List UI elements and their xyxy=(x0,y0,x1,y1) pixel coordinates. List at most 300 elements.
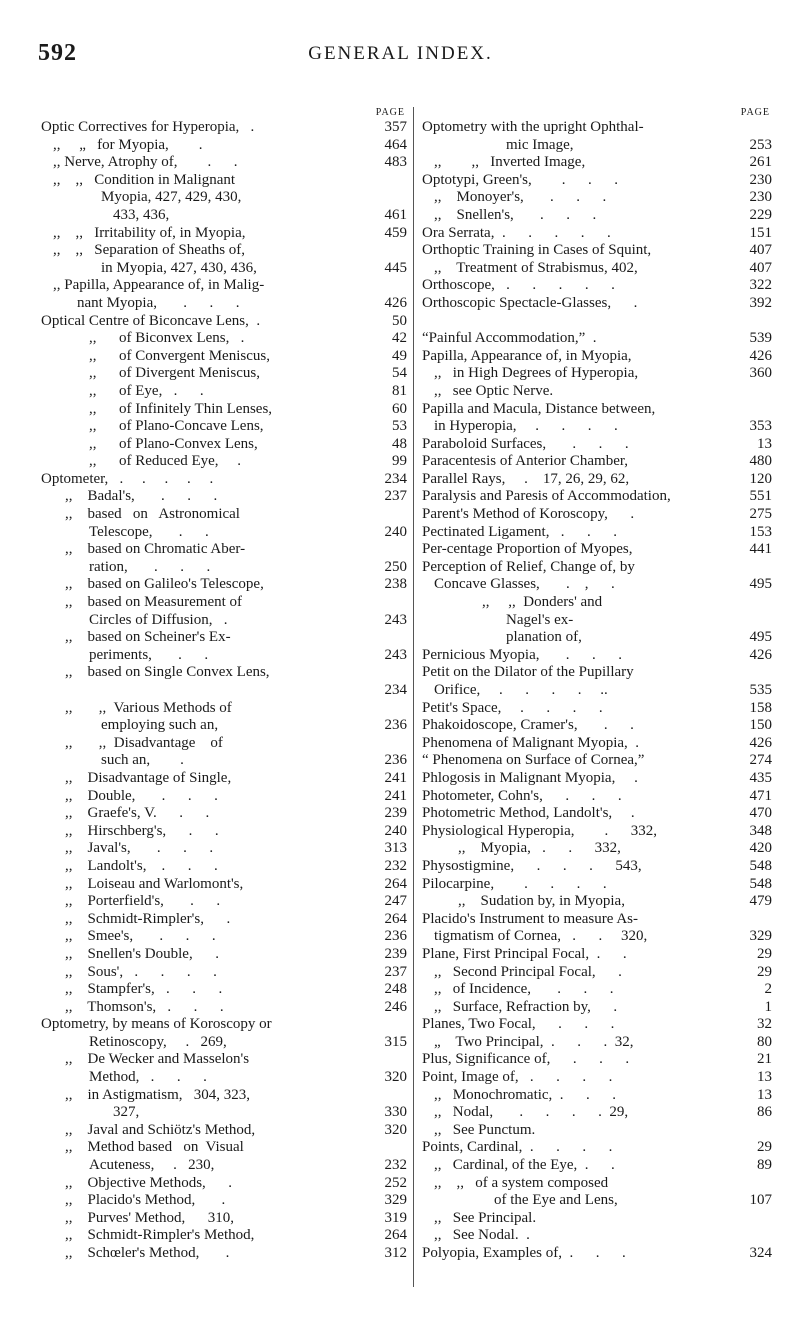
index-entry xyxy=(422,313,772,331)
entry-text: Acuteness, . 230, xyxy=(89,1157,215,1174)
index-entry xyxy=(41,946,407,964)
entry-page-number: 232 xyxy=(384,857,407,874)
entry-page-number: 407 xyxy=(749,259,772,276)
index-entry xyxy=(41,576,407,594)
entry-page-number: 253 xyxy=(749,136,772,153)
index-entry xyxy=(422,436,772,454)
entry-text: Orthoscope, . . . . . xyxy=(422,277,615,294)
entry-page-number: 470 xyxy=(749,805,772,822)
entry-text: ,, of Plano-Concave Lens, xyxy=(89,418,264,435)
entry-text: ,, in High Degrees of Hyperopia, xyxy=(434,365,639,382)
index-entry xyxy=(422,928,772,946)
index-entry xyxy=(41,1104,407,1122)
entry-page-number: 324 xyxy=(749,1245,772,1261)
index-entry xyxy=(41,1210,407,1228)
entry-page-number: 48 xyxy=(392,435,407,452)
entry-text: “Painful Accommodation,” . xyxy=(422,330,597,347)
entry-page-number: 86 xyxy=(757,1104,772,1121)
index-entry xyxy=(422,1227,772,1245)
index-entry xyxy=(422,1175,772,1193)
entry-page-number: 471 xyxy=(749,787,772,804)
entry-text: “ Phenomena on Surface of Cornea,” xyxy=(422,752,645,769)
index-entry xyxy=(41,1051,407,1069)
entry-text: Papilla and Macula, Distance between, xyxy=(422,400,656,417)
entry-page-number: 312 xyxy=(384,1245,407,1261)
index-entry xyxy=(422,207,772,225)
entry-text: ,, Badal's, . . . xyxy=(65,488,218,505)
entry-text: Optic Correctives for Hyperopia, . xyxy=(41,119,255,135)
index-entry xyxy=(41,401,407,419)
entry-text: Perception of Relief, Change of, by xyxy=(422,558,635,575)
entry-text: ,, ,, Condition in Malignant xyxy=(53,171,236,188)
entry-text: 327, xyxy=(113,1104,140,1121)
entry-text: Plus, Significance of, . . . xyxy=(422,1051,630,1068)
entry-text: ,, Snellen's Double, . xyxy=(65,945,219,962)
entry-page-number: 230 xyxy=(749,171,772,188)
entry-page-number: 479 xyxy=(749,893,772,910)
entry-page-number: 313 xyxy=(384,840,407,857)
entry-page-number: 241 xyxy=(384,787,407,804)
entry-page-number: 238 xyxy=(384,576,407,593)
entry-text: Petit's Space, . . . . xyxy=(422,699,603,716)
index-entry xyxy=(422,876,772,894)
index-entry xyxy=(41,717,407,735)
index-entry xyxy=(41,506,407,524)
entry-page-number: 1 xyxy=(764,998,772,1015)
entry-text: ,, See Principal. xyxy=(434,1209,537,1226)
entry-page-number: 2 xyxy=(764,981,772,998)
entry-page-number: 360 xyxy=(749,365,772,382)
entry-text: ,, Landolt's, . . . xyxy=(65,857,218,874)
entry-text: Paraboloid Surfaces, . . . xyxy=(422,435,629,452)
entry-text: ,, Schmidt-Rimpler's, . xyxy=(65,910,231,927)
entry-page-number: 495 xyxy=(749,576,772,593)
index-entry xyxy=(422,506,772,524)
index-entry xyxy=(422,576,772,594)
entry-text: ,, Hirschberg's, . . xyxy=(65,822,219,839)
entry-page-number: 158 xyxy=(749,699,772,716)
index-entry xyxy=(41,225,407,243)
index-entry xyxy=(422,788,772,806)
entry-page-number: 248 xyxy=(384,981,407,998)
index-entry xyxy=(41,770,407,788)
index-entry xyxy=(41,260,407,278)
entry-text: ,, ,, Inverted Image, xyxy=(434,154,586,171)
index-entry xyxy=(41,418,407,436)
index-entry xyxy=(422,225,772,243)
entry-text: ,, Schœler's Method, . xyxy=(65,1245,230,1261)
index-column-right xyxy=(413,107,772,1287)
entry-text: ,, based on Astronomical xyxy=(65,506,240,523)
index-entry xyxy=(41,823,407,841)
index-entry xyxy=(41,295,407,313)
entry-page-number: 229 xyxy=(749,206,772,223)
index-entry xyxy=(422,647,772,665)
index-entry xyxy=(41,1069,407,1087)
index-entry xyxy=(422,383,772,401)
entry-text: Pectinated Ligament, . . . xyxy=(422,523,617,540)
index-entry xyxy=(41,1175,407,1193)
entry-page-number: 120 xyxy=(749,470,772,487)
index-entry xyxy=(422,911,772,929)
index-entry xyxy=(41,805,407,823)
index-entry xyxy=(422,981,772,999)
index-entry xyxy=(41,999,407,1017)
entry-text: ,, Snellen's, . . . xyxy=(434,206,597,223)
page-column-label: PAGE xyxy=(375,107,405,118)
index-entry xyxy=(41,1192,407,1210)
index-entry xyxy=(41,488,407,506)
index-entry xyxy=(422,682,772,700)
entry-page-number: 264 xyxy=(384,875,407,892)
entry-text: Paralysis and Paresis of Accommodation, xyxy=(422,488,671,505)
index-entry xyxy=(41,1087,407,1105)
entry-text: ,, Javal and Schiötz's Method, xyxy=(65,1121,256,1138)
index-entry xyxy=(422,1087,772,1105)
entry-text: ,, Papilla, Appearance of, in Malig- xyxy=(53,277,265,294)
entry-page-number: 329 xyxy=(749,928,772,945)
entry-text: Concave Glasses, . , . xyxy=(434,576,615,593)
index-entry xyxy=(41,1139,407,1157)
entry-text: Optometry, by means of Koroscopy or xyxy=(41,1016,272,1033)
entry-text: Plane, First Principal Focal, . . xyxy=(422,945,627,962)
entry-text: ,, Smee's, . . . xyxy=(65,928,216,945)
entry-text: ,, ,, Donders' and xyxy=(482,594,603,611)
entry-text: ,, See Punctum. xyxy=(434,1121,536,1138)
index-entry xyxy=(41,928,407,946)
entry-text: ,, Disadvantage of Single, xyxy=(65,769,232,786)
entry-text: ,, Loiseau and Warlomont's, xyxy=(65,875,244,892)
index-entry xyxy=(422,893,772,911)
index-entry xyxy=(41,594,407,612)
entry-text: Retinoscopy, . 269, xyxy=(89,1033,227,1050)
index-entry xyxy=(422,612,772,630)
entry-page-number: 232 xyxy=(384,1157,407,1174)
entry-text: planation of, xyxy=(506,629,582,646)
entry-page-number: 239 xyxy=(384,945,407,962)
index-entry xyxy=(41,436,407,454)
entry-text: Orthoscopic Spectacle-Glasses, . xyxy=(422,294,638,311)
entry-page-number: 426 xyxy=(749,646,772,663)
entry-page-number: 236 xyxy=(384,752,407,769)
entry-page-number: 480 xyxy=(749,453,772,470)
entry-text: Parallel Rays, . 17, 26, 29, 62, xyxy=(422,470,630,487)
entry-text: ,, Objective Methods, . xyxy=(65,1174,233,1191)
entry-page-number: 426 xyxy=(749,347,772,364)
index-entry xyxy=(422,1157,772,1175)
entry-text: ,, Myopia, . . 332, xyxy=(458,840,621,857)
entry-text: Points, Cardinal, . . . . xyxy=(422,1139,613,1156)
index-entry xyxy=(422,735,772,753)
index-entry xyxy=(41,1245,407,1263)
entry-page-number: 153 xyxy=(749,523,772,540)
page-number: 592 xyxy=(38,40,77,66)
index-entry xyxy=(41,700,407,718)
entry-text: ,, of Divergent Meniscus, xyxy=(89,365,260,382)
entry-text: ,, Graefe's, V. . . xyxy=(65,805,210,822)
entry-text: Optotypi, Green's, . . . xyxy=(422,171,619,188)
entry-text: 433, 436, xyxy=(113,206,170,223)
entry-text: Polyopia, Examples of, . . . xyxy=(422,1245,626,1261)
entry-text: ,, based on Measurement of xyxy=(65,594,243,611)
index-entry xyxy=(422,418,772,436)
entry-page-number: 461 xyxy=(384,206,407,223)
entry-text: ,, ,, Disadvantage of xyxy=(65,734,223,751)
entry-page-number: 240 xyxy=(384,523,407,540)
entry-page-number: 441 xyxy=(749,541,772,558)
index-entry xyxy=(422,1104,772,1122)
entry-text: ,, ,, of a system composed xyxy=(434,1174,609,1191)
entry-text: ,, Javal's, . . . xyxy=(65,840,214,857)
index-entry xyxy=(422,137,772,155)
index-entry xyxy=(422,348,772,366)
entry-page-number: 246 xyxy=(384,998,407,1015)
index-entry xyxy=(422,277,772,295)
entry-text: ,, of Biconvex Lens, . xyxy=(89,330,245,347)
entry-text: ,, Cardinal, of the Eye, . . xyxy=(434,1157,615,1174)
index-entry xyxy=(41,559,407,577)
entry-text: Physiological Hyperopia, . 332, xyxy=(422,822,657,839)
entry-page-number: 13 xyxy=(757,435,772,452)
entry-page-number: 264 xyxy=(384,1227,407,1244)
entry-page-number: 548 xyxy=(749,857,772,874)
running-title: GENERAL INDEX. xyxy=(308,43,493,64)
index-entry xyxy=(41,207,407,225)
entry-page-number: 330 xyxy=(384,1104,407,1121)
entry-page-number: 42 xyxy=(392,330,407,347)
index-entry xyxy=(41,365,407,383)
index-entries-left xyxy=(41,119,407,1263)
index-entry xyxy=(422,752,772,770)
index-entry xyxy=(422,999,772,1017)
index-entries-right xyxy=(422,119,772,1263)
index-entry xyxy=(41,1227,407,1245)
entry-text: ,, Monochromatic, . . . xyxy=(434,1086,617,1103)
entry-page-number: 230 xyxy=(749,189,772,206)
entry-page-number: 348 xyxy=(749,822,772,839)
index-entry xyxy=(422,805,772,823)
index-entry xyxy=(41,1034,407,1052)
index-entry xyxy=(41,137,407,155)
entry-page-number: 80 xyxy=(757,1033,772,1050)
index-entry xyxy=(41,858,407,876)
entry-text: periments, . . xyxy=(89,646,209,663)
index-entry xyxy=(422,453,772,471)
entry-page-number: 274 xyxy=(749,752,772,769)
entry-page-number: 60 xyxy=(392,400,407,417)
index-entry xyxy=(422,365,772,383)
entry-text: ,, Monoyer's, . . . xyxy=(434,189,607,206)
entry-text: ,, Nerve, Atrophy of, . . xyxy=(53,154,238,171)
entry-page-number: 392 xyxy=(749,294,772,311)
index-entry xyxy=(41,242,407,260)
index-entry xyxy=(41,277,407,295)
index-entry xyxy=(422,1139,772,1157)
entry-text: „ Two Principal, . . . 32, xyxy=(434,1033,634,1050)
index-entry xyxy=(422,1051,772,1069)
entry-text: ,, in Astigmatism, 304, 323, xyxy=(65,1086,251,1103)
index-entry xyxy=(41,1122,407,1140)
entry-text: Optometry with the upright Ophthal- xyxy=(422,119,644,135)
entry-page-number: 99 xyxy=(392,453,407,470)
entry-text: ,, Schmidt-Rimpler's Method, xyxy=(65,1227,255,1244)
index-entry xyxy=(422,401,772,419)
entry-page-number: 247 xyxy=(384,893,407,910)
entry-text: ,, of Plano-Convex Lens, xyxy=(89,435,258,452)
index-entry xyxy=(422,154,772,172)
index-entry xyxy=(422,119,772,137)
entry-page-number: 237 xyxy=(384,963,407,980)
index-entry xyxy=(41,664,407,682)
entry-page-number: 420 xyxy=(749,840,772,857)
entry-page-number: 426 xyxy=(384,294,407,311)
entry-text: ,, ,, Separation of Sheaths of, xyxy=(53,242,246,259)
index-entry xyxy=(41,612,407,630)
index-entry xyxy=(41,911,407,929)
index-entry xyxy=(422,471,772,489)
entry-text: Nagel's ex- xyxy=(506,611,574,628)
entry-text: ,, See Nodal. . xyxy=(434,1227,530,1244)
entry-page-number: 240 xyxy=(384,822,407,839)
entry-text: ,, Sous', . . . . xyxy=(65,963,217,980)
index-entry xyxy=(41,735,407,753)
entry-text: ,, based on Scheiner's Ex- xyxy=(65,629,231,646)
index-entry xyxy=(422,330,772,348)
entry-page-number: 539 xyxy=(749,330,772,347)
index-entry xyxy=(422,700,772,718)
entry-page-number: 252 xyxy=(384,1174,407,1191)
entry-text: mic Image, xyxy=(506,136,574,153)
index-entry xyxy=(41,893,407,911)
entry-text: nant Myopia, . . . xyxy=(77,294,240,311)
entry-text: ,, based on Single Convex Lens, xyxy=(65,664,270,681)
entry-text: Ora Serrata, . . . . . xyxy=(422,224,611,241)
entry-text: ,, Placido's Method, . xyxy=(65,1192,226,1209)
index-entry xyxy=(422,242,772,260)
index-entry xyxy=(422,1210,772,1228)
entry-text: employing such an, xyxy=(101,717,219,734)
index-entry xyxy=(41,383,407,401)
index-entry xyxy=(41,629,407,647)
entry-page-number: 320 xyxy=(384,1121,407,1138)
entry-page-number: 250 xyxy=(384,558,407,575)
entry-text: of the Eye and Lens, xyxy=(494,1192,618,1209)
index-entry xyxy=(41,788,407,806)
entry-text: ,, Thomson's, . . . xyxy=(65,998,224,1015)
entry-text: ,, based on Chromatic Aber- xyxy=(65,541,246,558)
entry-page-number: 236 xyxy=(384,717,407,734)
entry-page-number: 150 xyxy=(749,717,772,734)
entry-page-number: 435 xyxy=(749,769,772,786)
entry-text: Pilocarpine, . . . . xyxy=(422,875,607,892)
index-entry xyxy=(41,313,407,331)
entry-text: ,, Surface, Refraction by, . xyxy=(434,998,618,1015)
entry-text: Orifice, . . . . .. xyxy=(434,682,608,698)
entry-text: Paracentesis of Anterior Chamber, xyxy=(422,453,629,470)
index-entry xyxy=(422,1069,772,1087)
entry-text: ,, based on Galileo's Telescope, xyxy=(65,576,264,593)
entry-page-number: 315 xyxy=(384,1033,407,1050)
entry-text: Photometric Method, Landolt's, . xyxy=(422,805,635,822)
entry-page-number: 53 xyxy=(392,418,407,435)
index-entry xyxy=(422,717,772,735)
index-entry xyxy=(41,1157,407,1175)
index-entry xyxy=(422,541,772,559)
entry-text: ,, Sudation by, in Myopia, xyxy=(458,893,625,910)
index-entry xyxy=(422,172,772,190)
entry-page-number: 322 xyxy=(749,277,772,294)
entry-page-number: 261 xyxy=(749,154,772,171)
index-entry xyxy=(422,295,772,313)
entry-page-number: 49 xyxy=(392,347,407,364)
entry-page-number: 243 xyxy=(384,611,407,628)
entry-text: Method, . . . xyxy=(89,1069,207,1086)
entry-page-number: 29 xyxy=(757,963,772,980)
index-entry xyxy=(422,524,772,542)
entry-text: ,, Nodal, . . . . 29, xyxy=(434,1104,629,1121)
entry-page-number: 535 xyxy=(749,682,772,698)
entry-page-number: 483 xyxy=(384,154,407,171)
index-entry xyxy=(41,189,407,207)
index-entry xyxy=(422,629,772,647)
index-entry xyxy=(422,770,772,788)
index-entry xyxy=(41,119,407,137)
index-entry xyxy=(41,471,407,489)
entry-text: Point, Image of, . . . . xyxy=(422,1069,613,1086)
entry-text: Telescope, . . xyxy=(89,523,209,540)
entry-page-number: 234 xyxy=(384,682,407,698)
entry-text: Phakoidoscope, Cramer's, . . xyxy=(422,717,634,734)
entry-page-number: 81 xyxy=(392,382,407,399)
index-entry xyxy=(422,260,772,278)
entry-text: ,, of Incidence, . . . xyxy=(434,981,614,998)
entry-text: ,, „ for Myopia, . xyxy=(53,136,203,153)
entry-page-number: 54 xyxy=(392,365,407,382)
entry-text: Papilla, Appearance of, in Myopia, xyxy=(422,347,632,364)
entry-page-number: 107 xyxy=(749,1192,772,1209)
entry-text: Per-centage Proportion of Myopes, xyxy=(422,541,633,558)
entry-page-number: 329 xyxy=(384,1192,407,1209)
entry-text: Orthoptic Training in Cases of Squint, xyxy=(422,242,652,259)
entry-text: tigmatism of Cornea, . . 320, xyxy=(434,928,648,945)
entry-page-number: 407 xyxy=(749,242,772,259)
entry-page-number: 459 xyxy=(384,224,407,241)
index-entry xyxy=(41,524,407,542)
index-entry xyxy=(422,189,772,207)
index-entry xyxy=(422,1122,772,1140)
index-entry xyxy=(422,664,772,682)
entry-text: ,, ,, Irritability of, in Myopia, xyxy=(53,224,246,241)
index-entry xyxy=(41,647,407,665)
entry-text: ,, Method based on Visual xyxy=(65,1139,244,1156)
index-entry xyxy=(422,1192,772,1210)
index-entry xyxy=(41,154,407,172)
entry-text: Pernicious Myopia, . . . xyxy=(422,646,622,663)
entry-text: Optometer, . . . . . xyxy=(41,470,214,487)
entry-text: ,, Second Principal Focal, . xyxy=(434,963,622,980)
entry-page-number: 264 xyxy=(384,910,407,927)
entry-text: Physostigmine, . . . 543, xyxy=(422,857,642,874)
entry-text: ,, Purves' Method, 310, xyxy=(65,1209,234,1226)
entry-text: ,, of Reduced Eye, . xyxy=(89,453,242,470)
entry-page-number: 13 xyxy=(757,1086,772,1103)
entry-page-number: 548 xyxy=(749,875,772,892)
index-entry xyxy=(41,981,407,999)
entry-text: Placido's Instrument to measure As- xyxy=(422,910,638,927)
index-entry xyxy=(422,964,772,982)
index-entry xyxy=(41,453,407,471)
index-entry xyxy=(422,858,772,876)
